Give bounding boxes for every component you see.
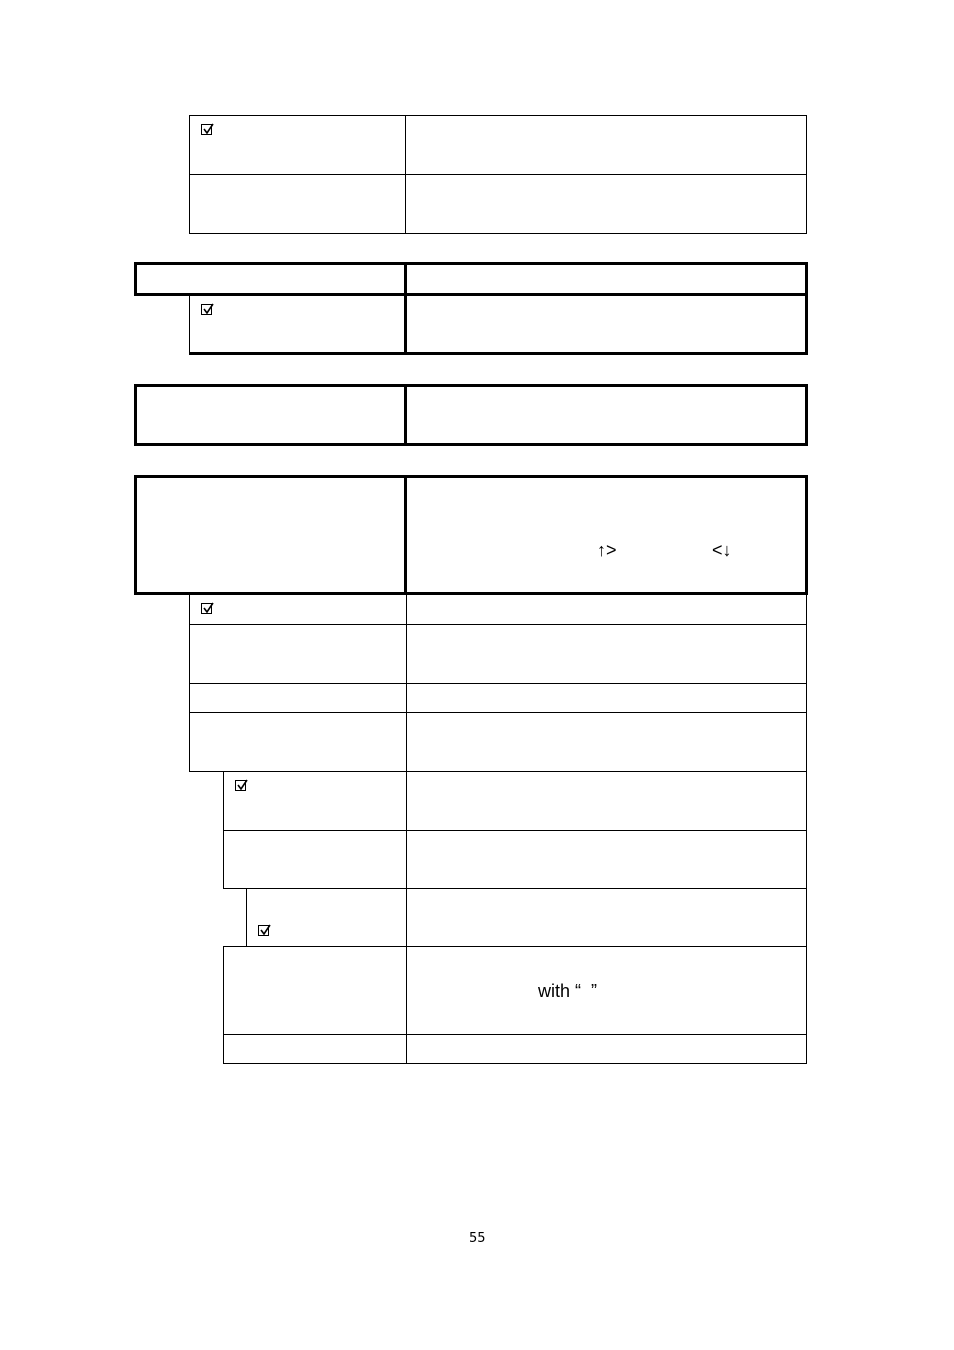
checked-checkbox-icon — [258, 925, 269, 936]
checked-checkbox-icon — [201, 124, 212, 135]
page-number: 55 — [469, 1231, 486, 1246]
checked-checkbox-icon — [201, 304, 212, 315]
checked-checkbox-icon — [201, 603, 212, 614]
checked-checkbox-icon — [235, 780, 246, 791]
quote-text: with “ ” — [538, 981, 598, 1001]
up-arrow-greater-text: ↑> — [597, 540, 617, 560]
less-down-arrow-text: <↓ — [712, 540, 732, 560]
